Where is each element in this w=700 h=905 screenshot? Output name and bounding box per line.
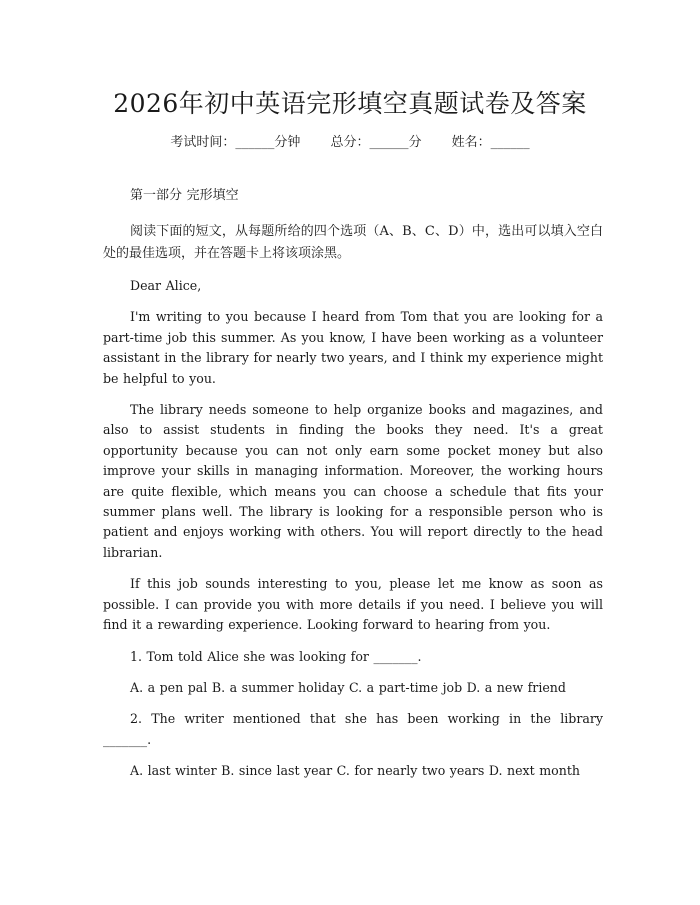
question-1-stem: 1. Tom told Alice she was looking for _______. xyxy=(130,648,422,664)
letter-greeting: Dear Alice, xyxy=(130,278,202,293)
page-title: 2026年初中英语完形填空真题试卷及答案 xyxy=(113,89,587,118)
section-instruction: 阅读下面的短文，从每题所给的四个选项（A、B、C、D）中，选出可以填入空白处的最佳选项，并在答题卡上将该项涂黑。 xyxy=(103,224,603,261)
exam-info-line xyxy=(0,131,700,150)
passage-paragraph-1: I'm writing to you because I heard from Tom that you are looking for a part-time job this summer. As you know, I have been working as a volunteer assistant in the library for nearly two years, and I think my experience might be helpful to you. xyxy=(103,309,603,386)
section-heading: 第一部分 完形填空 xyxy=(130,188,239,203)
name-field: 姓名：______ xyxy=(451,135,530,150)
question-2-stem: 2. The writer mentioned that she has been working in the library _______. xyxy=(103,711,603,747)
passage-paragraph-2: The library needs someone to help organize books and magazines, and also to assist students in finding the books they need. It's a great opportunity because you can not only earn some pocket money but also improve your skills in managing information. Moreover, the working hours are quite flexible, which means you can choose a schedule that fits your summer plans well. The library is looking for a responsible person who is patient and enjoys working with others. You will report directly to the head librarian. xyxy=(103,402,603,560)
question-2-options: A. last winter B. since last year C. for nearly two years D. next month xyxy=(130,763,581,779)
question-1-options: A. a pen pal B. a summer holiday C. a part-time job D. a new friend xyxy=(130,679,566,695)
exam-content xyxy=(103,185,603,793)
exam-time-field: 考试时间：______分钟 xyxy=(170,135,301,150)
passage-paragraph-3: If this job sounds interesting to you, please let me know as soon as possible. I can provide you with more details if you need. I believe you will find it a rewarding experience. Looking forward to hearing from you. xyxy=(103,576,603,633)
total-score-field: 总分：______分 xyxy=(330,135,422,150)
